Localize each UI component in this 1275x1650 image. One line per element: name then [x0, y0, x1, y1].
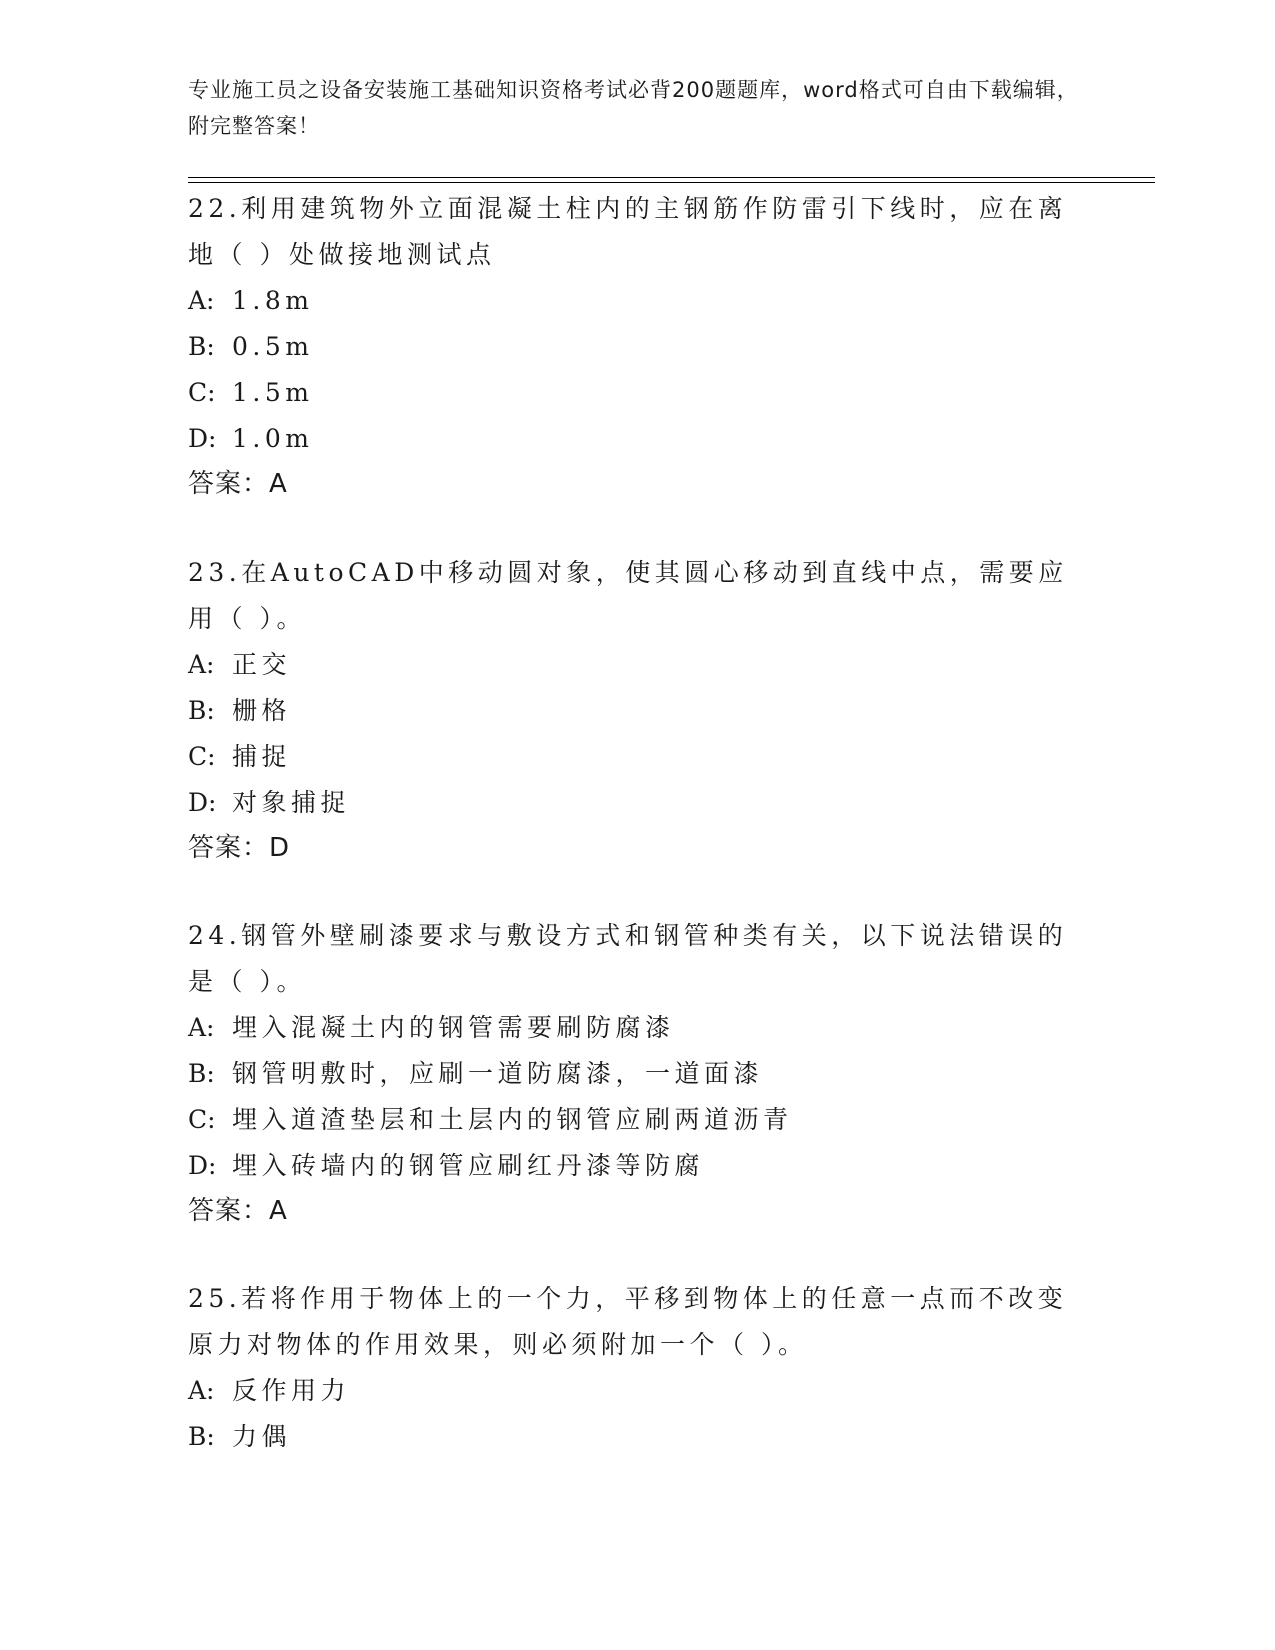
option-text: 捕捉 — [232, 742, 292, 771]
option-text: 力偶 — [232, 1422, 292, 1451]
option-text: 埋入道渣垫层和土层内的钢管应刷两道沥青 — [232, 1105, 793, 1134]
option-letter: D: — [188, 788, 217, 817]
option-text: 正交 — [232, 650, 292, 679]
option-letter: A: — [188, 1013, 215, 1042]
option-letter: B: — [188, 1422, 215, 1451]
option-letter: B: — [188, 1059, 215, 1088]
header-divider-bottom — [188, 182, 1155, 183]
option-d — [188, 780, 1088, 826]
option-text: 反作用力 — [232, 1376, 351, 1405]
option-text: 1.0m — [232, 424, 314, 453]
answer-label: 答案：A — [188, 469, 288, 499]
option-letter: C: — [188, 1105, 216, 1134]
option-text: 栅格 — [232, 696, 292, 725]
option-letter: B: — [188, 696, 215, 725]
document-header: 专业施工员之设备安装施工基础知识资格考试必背200题题库，word格式可自由下载编辑，附完整答案！ — [188, 78, 1079, 138]
answer-label: 答案：A — [188, 1196, 288, 1226]
option-c — [188, 734, 1088, 780]
option-letter: D: — [188, 1151, 217, 1180]
option-letter: C: — [188, 378, 216, 407]
option-b — [188, 688, 1088, 734]
question-stem: 24.钢管外壁刷漆要求与敷设方式和钢管种类有关，以下说法错误的是（ ）。 — [188, 921, 1068, 996]
option-text: 埋入砖墙内的钢管应刷红丹漆等防腐 — [232, 1151, 705, 1180]
option-b — [188, 1051, 1088, 1097]
option-d — [188, 416, 1088, 462]
option-b — [188, 324, 1088, 370]
option-text: 埋入混凝土内的钢管需要刷防腐漆 — [232, 1013, 675, 1042]
option-letter: A: — [188, 1376, 215, 1405]
answer-label: 答案：D — [188, 833, 291, 863]
option-a — [188, 1005, 1088, 1051]
option-d — [188, 1143, 1088, 1189]
question-stem: 23.在AutoCAD中移动圆对象，使其圆心移动到直线中点，需要应用（ ）。 — [188, 558, 1068, 633]
option-text: 1.5m — [232, 378, 314, 407]
option-letter: D: — [188, 424, 217, 453]
question-stem: 25.若将作用于物体上的一个力，平移到物体上的任意一点而不改变原力对物体的作用效果，则必须附加一个（ ）。 — [188, 1284, 1068, 1359]
header-divider-top — [188, 177, 1155, 178]
option-letter: B: — [188, 332, 215, 361]
option-b — [188, 1414, 1088, 1460]
question-22 — [188, 186, 1088, 506]
question-24 — [188, 913, 1088, 1233]
option-a — [188, 642, 1088, 688]
option-a — [188, 1368, 1088, 1414]
option-letter: A: — [188, 650, 215, 679]
option-c — [188, 370, 1088, 416]
option-c — [188, 1097, 1088, 1143]
option-text: 对象捕捉 — [232, 788, 351, 817]
question-25 — [188, 1276, 1088, 1460]
option-text: 1.8m — [232, 286, 314, 315]
option-letter: A: — [188, 286, 215, 315]
option-text: 钢管明敷时，应刷一道防腐漆，一道面漆 — [232, 1059, 764, 1088]
question-stem: 22.利用建筑物外立面混凝土柱内的主钢筋作防雷引下线时，应在离地（ ）处做接地测试点 — [188, 194, 1068, 269]
option-text: 0.5m — [232, 332, 314, 361]
question-23 — [188, 550, 1088, 870]
option-a — [188, 278, 1088, 324]
option-letter: C: — [188, 742, 216, 771]
